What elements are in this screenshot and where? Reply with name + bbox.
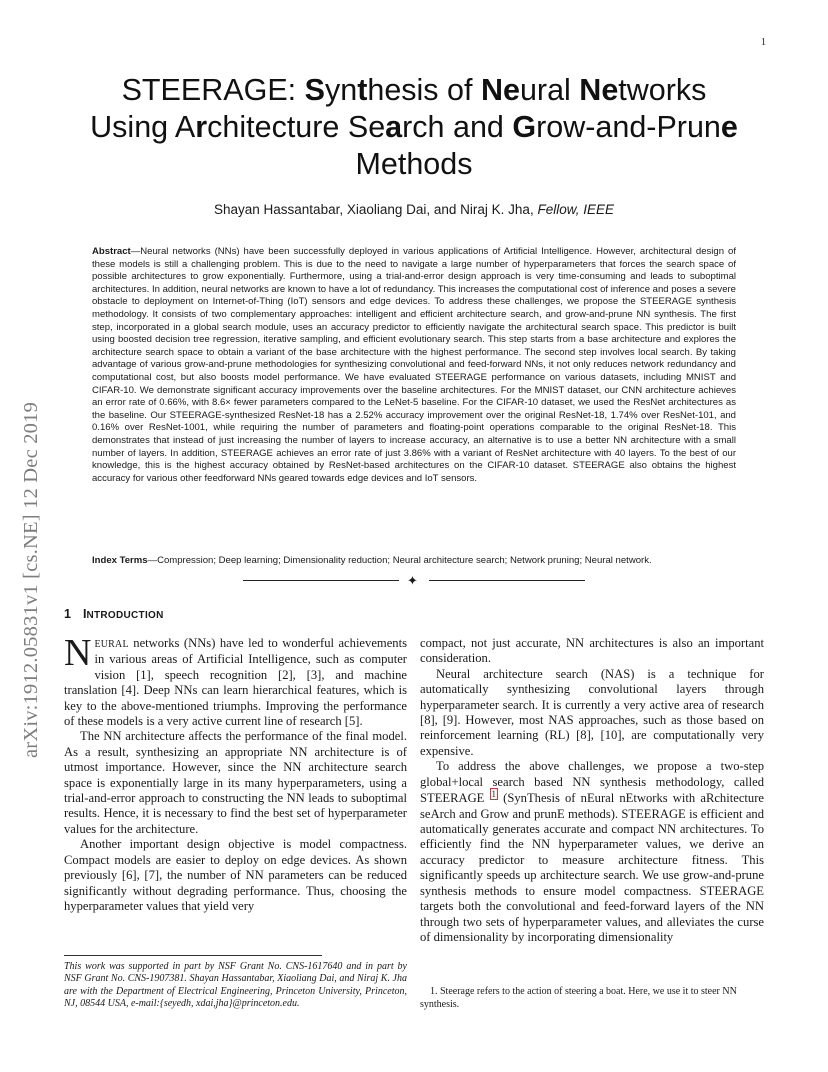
title-segment: a [385,110,403,144]
section-number: 1 [64,607,71,621]
author-fellow: Fellow, IEEE [537,202,614,217]
title-segment: N [480,73,503,107]
title-segment: yn [324,73,358,107]
divider-star-icon: ✦ [407,574,418,589]
title-segment: G [512,110,537,144]
right-paragraph-3-b: (SynThesis of nEural nEtworks with aRchitecture seArch and Grow and prunE methods). STEERAGE is efficient and automatically generates accurate and compact NN architectures. To efficiently find the NN hyperparameter values, we derive an accuracy predictor to measure architecture fitness. This significantly speeds up architecture search. We use grow-and-prune synthesis methods to ensure model compactness. STEERAGE targets both the convolutional and feed-forward layers of the NN through two sets of hyperparameter values, and alleviates the curse of dimensionality by incorporating dimensionality [420,791,764,944]
arxiv-stamp: arXiv:1912.05831v1 [cs.NE] 12 Dec 2019 [20,401,42,758]
right-paragraph-3-a: To address the above challenges, we propose a two-step global+local search based NN synthesis methodology, called STEERAGE [420,759,764,806]
index-terms-text: —Compression; Deep learning; Dimensionality reduction; Neural architecture search; Network pruning; Neural network. [147,555,652,566]
footnote-1 [420,986,764,1011]
title-segment: row-and-Prun [536,110,721,144]
intro-paragraph-3: Another important design objective is model compactness. Compact models are easier to deploy on edge devices. As shown previously [6], [7], the number of NN parameters can be reduced significantly without degrading performance. Thus, choosing the hyperparameter values that yield very [64,837,407,913]
title-segment: r [195,110,208,144]
section-divider [243,573,585,589]
title-segment: Methods [355,147,473,181]
divider-line-left [243,580,399,581]
intro-paragraph-1 [64,632,407,729]
first-word-rest: EURAL [94,639,129,650]
title-segment: e [720,110,738,144]
right-paragraph-2: Neural architecture search (NAS) is a technique for automatically synthesizing convolutional layers through hyperparameter search. It is currently a very active area of research [8], [9]. However, most NAS approaches, such as those based on reinforcement learning (RL) [8], [10], are computationally very expensive. [420,666,764,758]
footnote-1-number: 1. [430,986,438,997]
right-paragraph-3 [420,759,764,945]
title-segment: N [579,73,602,107]
author-names: Shayan Hassantabar, Xiaoliang Dai, and Niraj K. Jha, [214,202,534,217]
title-segment: Using A [90,110,196,144]
paper-title [60,72,768,183]
title-segment: t [357,73,368,107]
title-segment: rch and [402,110,513,144]
dropcap: N [64,632,92,674]
divider-line-right [429,580,585,581]
funding-footnote: This work was supported in part by NSF Grant No. CNS-1617640 and in part by NSF Grant No. CNS-1907381. Shayan Hassantabar, Xiaoliang Dai, and Niraj K. Jha are with the Department of Electrical Engineering, Princeton University, Princeton, NJ, 08544 USA, e-mail:{seyedh, xdai,jha}@princeton.edu. [64,961,407,1010]
right-column [420,636,764,945]
intro-paragraph-2: The NN architecture affects the performance of the final model. As a result, synthesizing an appropriate NN architecture is of utmost importance. However, since the NN architecture search space is exponentially large in its many hyperparameters, using a trial-and-error approach to constructing the NN leads to suboptimal results. Hence, it is necessary to find the best set of hyperparameter values for the architecture. [64,729,407,836]
section-title-initial: I [82,607,87,621]
page-number: 1 [761,37,766,48]
title-segment: e [601,73,619,107]
title-segment: e [502,73,520,107]
left-column [64,632,407,914]
abstract-label: Abstract [92,246,131,257]
right-paragraph-1: compact, not just accurate, NN architectures is also an important consideration. [420,636,764,666]
footnote-1-text: Steerage refers to the action of steering a boat. Here, we use it to steer NN synthesis. [420,986,737,1010]
abstract-text: —Neural networks (NNs) have been successfully deployed in various applications of Artificial Intelligence. However, architectural design of these models is still a challenging problem. This is due to the need to navigate a large number of hyperparameters that forces the search space of possible architectures to grow exponentially. Furthermore, using a trial-and-error design approach is very time-consuming and leads to suboptimal architectures. In addition, neural networks are known to have a lot of redundancy. This increases the computational cost of inference and poses a severe obstacle to deployment on Internet-of-Thing (IoT) sensors and edge devices. To address these challenges, we propose the STEERAGE synthesis methodology. It consists of two complementary approaches: intelligent and efficient architecture search, and grow-and-prune NN synthesis. The first step, incorporated in a global search module, uses an accuracy predictor to efficiently navigate the architectural search space. This predictor is built using boosted decision tree regression, iterative sampling, and efficient evolutionary search. This step starts from a base architecture and explores the architecture search space to obtain a variant of the base architecture with the highest performance. The second step involves local search. By taking advantage of various grow-and-prune methodologies for synthesizing convolutional and feed-forward NNs, it not only reduces network redundancy and computational cost, but also boosts model performance. We have evaluated STEERAGE performance on various datasets, including MNIST and CIFAR-10. We demonstrate significant accuracy improvements over the baseline architectures. For the MNIST dataset, our CNN architecture achieves an error rate of 0.66%, with 8.6× fewer parameters compared to the LeNet-5 baseline. For the CIFAR-10 dataset, we used the ResNet architectures as the baseline. Our STEERAGE-synthesized ResNet-18 has a 2.52% accuracy improvement over the original ResNet-18, 1.74% over ResNet-101, and 0.16% over ResNet-1001, while requiring the number of parameters and floating-point operations comparable to the original ResNet-18. This demonstrates that instead of just increasing the number of layers to increase accuracy, an alternative is to use a better NN architecture with a small number of layers. In addition, STEERAGE achieves an error rate of just 3.86% with a variant of ResNet architecture with 40 layers. To the best of our knowledge, this is the highest accuracy obtained by ResNet-based architectures on the CIFAR-10 dataset. STEERAGE also obtains the highest accuracy for various other feedforward NNs geared towards edge devices and IoT sensors. [92,246,736,484]
section-heading [64,607,164,621]
abstract [92,246,736,485]
index-terms-label: Index Terms [92,555,148,566]
title-segment: chitecture Se [207,110,386,144]
footnote-rule [64,955,322,956]
section-title-rest: NTRODUCTION [86,610,164,621]
author-line [60,202,768,217]
title-segment: STEERAGE: [121,73,305,107]
title-segment: S [304,73,325,107]
index-terms [92,555,736,568]
title-segment: tworks [618,73,707,107]
title-segment: ural [519,73,580,107]
footnote-link[interactable]: 1 [491,789,497,800]
intro-paragraph-1-text: networks (NNs) have led to wonderful achievements in various areas of Artificial Intelligence, such as computer vision [1], speech recognition [2], [3], and machine translation [4]. Deep NNs can learn hierarchical features, which is key to the above-mentioned triumphs. Improving the performance of these models is a very active current line of research [5]. [64,636,407,729]
title-segment: hesis of [367,73,481,107]
